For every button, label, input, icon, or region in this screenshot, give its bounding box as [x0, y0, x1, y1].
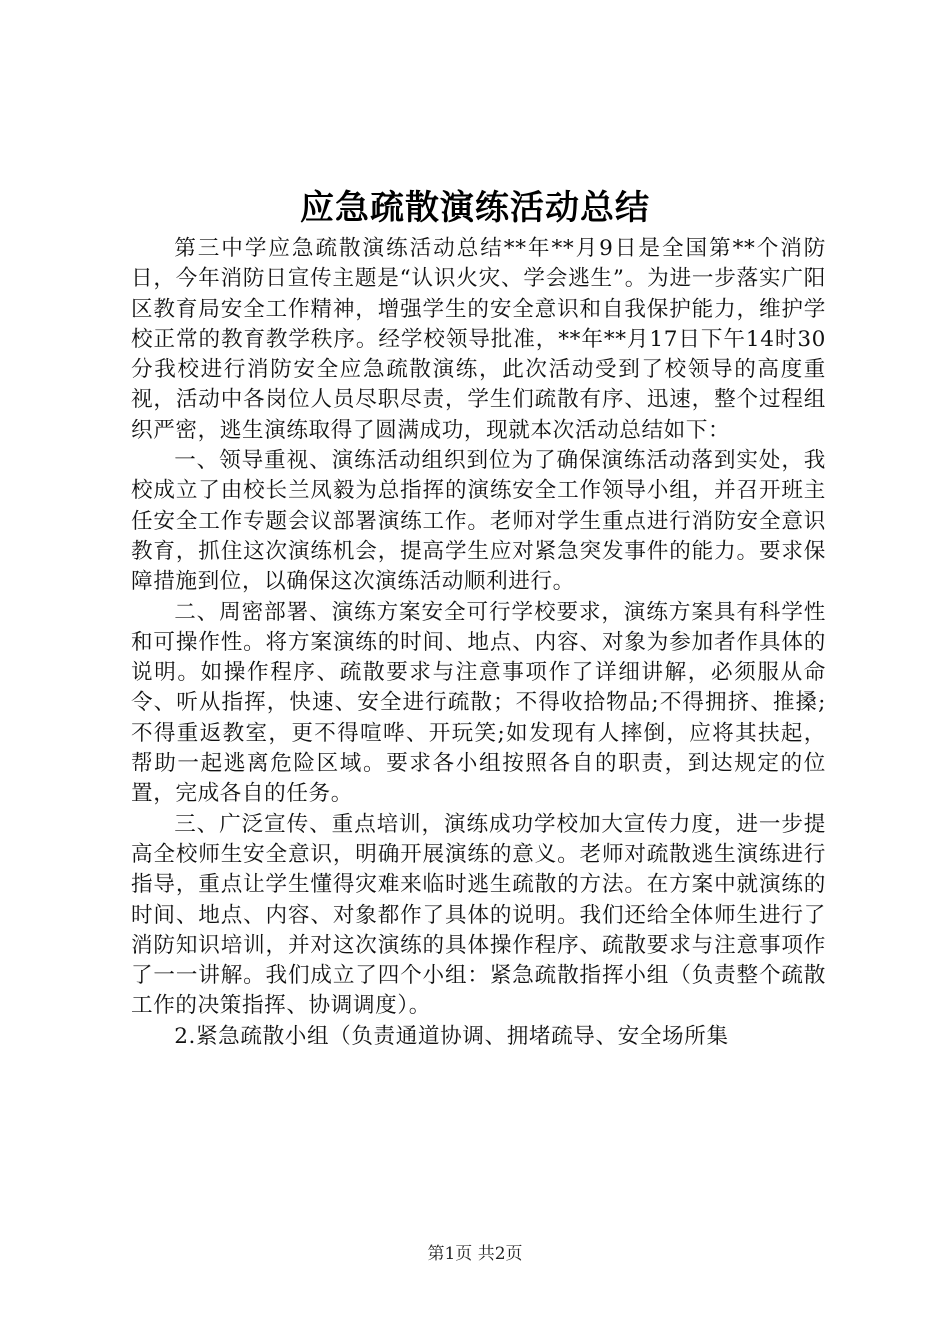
paragraph-intro: 第三中学应急疏散演练活动总结**年**月9日是全国第**个消防日，今年消防日宣传主题是“认识火灾、学会逃生”。为进一步落实广阳区教育局安全工作精神，增强学生的安全意识和自我保护能力，维护学校正常的教育教学秩序。经学校领导批准，**年**月17日下午14时30分我校进行消防安全应急疏散演练，此次活动受到了校领导的高度重视，活动中各岗位人员尽职尽责，学生们疏散有序、迅速，整个过程组织严密，逃生演练取得了圆满成功，现就本次活动总结如下： [131, 236, 826, 443]
paragraph-section-2: 二、周密部署、演练方案安全可行学校要求，演练方案具有科学性和可操作性。将方案演练的时间、地点、内容、对象为参加者作具体的说明。如操作程序、疏散要求与注意事项作了详细讲解，必须服从命令、听从指挥，快速、安全进行疏散；不得收拾物品;不得拥挤、推搡;不得重返教室，更不得喧哗、开玩笑;如发现有人摔倒，应将其扶起，帮助一起逃离危险区域。要求各小组按照各自的职责，到达规定的位置，完成各自的任务。 [131, 599, 826, 807]
page-number-footer: 第1页 共2页 [427, 1244, 523, 1264]
document-body [131, 234, 826, 1052]
paragraph-section-3: 三、广泛宣传、重点培训，演练成功学校加大宣传力度，进一步提高全校师生安全意识，明确开展演练的意义。老师对疏散逃生演练进行指导，重点让学生懂得灾难来临时逃生疏散的方法。在方案中就演练的时间、地点、内容、对象都作了具体的说明。我们还给全体师生进行了消防知识培训，并对这次演练的具体操作程序、疏散要求与注意事项作了一一讲解。我们成立了四个小组：紧急疏散指挥小组（负责整个疏散工作的决策指挥、协调调度）。 [131, 811, 826, 1019]
paragraph-item-2: 2.紧急疏散小组（负责通道协调、拥堵疏导、安全场所集 [174, 1023, 729, 1049]
document-title: 应急疏散演练活动总结 [300, 188, 650, 228]
paragraph-section-1: 一、领导重视、演练活动组织到位为了确保演练活动落到实处，我校成立了由校长兰凤毅为总指挥的演练安全工作领导小组，并召开班主任安全工作专题会议部署演练工作。老师对学生重点进行消防安全意识教育，抓住这次演练机会，提高学生应对紧急突发事件的能力。要求保障措施到位，以确保这次演练活动顺利进行。 [131, 448, 826, 595]
